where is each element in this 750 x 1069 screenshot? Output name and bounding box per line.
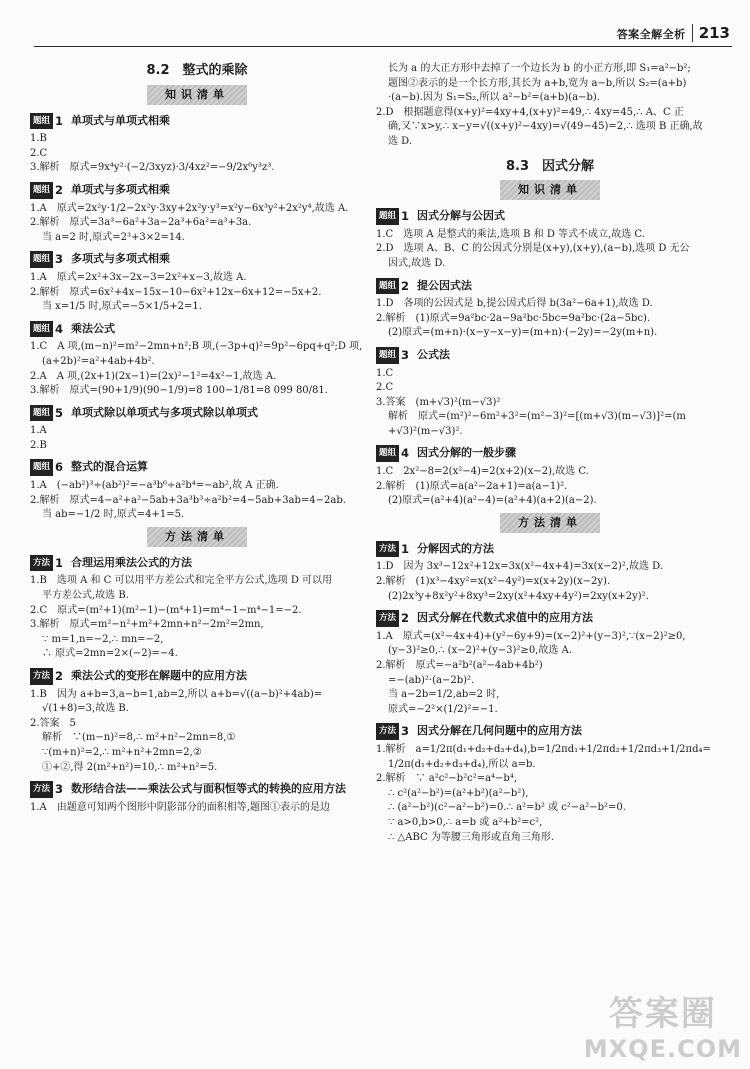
answer-line: ∴ c²(a²−b²)=(a²+b²)(a²−b²),: [388, 787, 529, 799]
group-tag-number: 5: [55, 405, 64, 420]
group-tag-label: 方法: [376, 541, 399, 558]
group-tag: [30, 251, 65, 268]
answer-line: 2.解析 (1)x³−4xy²=x(x²−4y²)=x(x+2y)(x−2y).: [376, 576, 611, 588]
group-tag-label: 方法: [376, 723, 399, 740]
group-tag: [30, 668, 65, 685]
group-tag-label: 方法: [30, 555, 53, 572]
answer-line: 1.B 选项 A 和 C 可以用平方差公式和完全平方公式,选项 D 可以用: [30, 575, 333, 587]
answer-line: =−(ab)²·(a−2b)².: [388, 674, 475, 686]
group-tag-label: 题组: [30, 182, 53, 199]
group-tag-number: 4: [55, 321, 64, 336]
answer-line: ∴ (a²−b²)(c²−a²−b²)=0.∴ a²=b² 或 c²−a²−b²=0.: [388, 802, 626, 814]
group-heading: [376, 445, 724, 462]
group-tag-label: 题组: [376, 445, 399, 462]
header-title: 答案全解全析: [616, 28, 686, 41]
group-tag-number: 2: [401, 611, 410, 626]
answer-line: 解析 ∵(m−n)²=8,∴ m²+n²−2mn=8,①: [42, 732, 236, 744]
answer-line: 2.解析 ∵ a²c²−b²c²=a⁴−b⁴,: [376, 773, 518, 785]
knowledge-banner: 知识清单: [500, 180, 600, 200]
answer-line: 1/2π(d₁+d₂+d₃+d₄),所以 a=b.: [388, 758, 536, 770]
answer-line: 确,又∵x>y,∴ x−y=√((x+y)²−4xy)=√(49−45)=2,∴ 选项 B 正确,故: [388, 121, 703, 133]
running-header: [617, 24, 730, 42]
group-title: 单项式与单项式相乘: [71, 113, 171, 127]
group-tag-label: 方法: [30, 668, 53, 685]
answer-line: 1.C: [376, 367, 394, 379]
group-tag-label: 方法: [30, 781, 53, 798]
group-tag-label: 题组: [376, 347, 399, 364]
watermark: [584, 986, 742, 1063]
group-tag-number: 4: [401, 446, 410, 461]
watermark-url: MXQE.COM: [583, 1035, 742, 1063]
method-banner: 方法清单: [147, 527, 247, 547]
answer-line: ∵ a>0,b>0,∴ a=b 或 a²+b²=c²,: [388, 816, 543, 828]
answer-line: (y−3)²≥0,∴ (x−2)²+(y−3)²≥0,故选 A.: [388, 645, 572, 657]
answer-line: 1.B: [30, 133, 47, 145]
group-tag-label: 题组: [30, 251, 53, 268]
group-heading: [30, 321, 364, 338]
answer-line: ∴ 原式=2mn=2×(−2)=−4.: [42, 648, 178, 660]
header-divider: [692, 24, 693, 42]
page-number: 213: [698, 24, 730, 42]
group-tag: [376, 445, 411, 462]
group-tag: [30, 321, 65, 338]
answer-line: 2.C: [376, 382, 394, 394]
answer-line: 2.解析 原式=−a²b²(a²−4ab+4b²): [376, 660, 543, 671]
answer-line: 题图②表示的是一个长方形,其长为 a+b,宽为 a−b,所以 S₂=(a+b): [388, 77, 687, 89]
right-knowledge-groups: [376, 208, 724, 509]
group-tag: [376, 610, 411, 627]
group-title: 因式分解与公因式: [417, 209, 506, 223]
group-tag-label: 题组: [30, 459, 53, 476]
group-title: 因式分解在几何问题中的应用方法: [417, 724, 583, 738]
group-tag-number: 1: [55, 555, 64, 570]
group-tag-number: 3: [55, 782, 64, 797]
answer-line: 当 a−2b=1/2,ab=2 时,: [388, 689, 500, 701]
answer-line: 1.A (−ab²)³÷(ab²)²=−a³b⁶÷a²b⁴=−ab²,故 A 正确.: [30, 480, 279, 492]
group-heading: [376, 347, 724, 364]
group-tag-number: 3: [401, 347, 410, 362]
answer-line: 2.D 根据题意得(x+y)²=4xy+4,(x+y)²=49,∴ 4xy=45,∴ A、C 正: [376, 106, 684, 118]
group-tag: [376, 347, 411, 364]
answer-line: 2.解析 原式=4−a²+a²−5ab+3a³b³÷a²b²=4−5ab+3ab=4−2ab.: [30, 494, 346, 506]
group-title: 乘法公式: [71, 321, 116, 335]
answer-line: 当 a=2 时,原式=2³+3×2=14.: [42, 231, 185, 243]
answer-line: 长为 a 的大正方形中去掉了一个边长为 b 的小正方形,即 S₁=a²−b²;: [388, 63, 691, 74]
answer-line: (2)2x³y+8x²y²+8xy³=2xy(x²+4xy+4y²)=2xy(x+2y)².: [388, 590, 649, 602]
answer-line: 1.A: [30, 425, 47, 437]
answer-line: (2)原式=(m+n)·(x−y−x−y)=(m+n)·(−2y)=−2y(m+n).: [388, 327, 658, 339]
group-tag: [30, 113, 65, 130]
group-heading: [30, 113, 364, 130]
group-heading: [376, 278, 724, 295]
group-tag-number: 2: [55, 182, 64, 197]
answer-line: ·(a−b).因为 S₁=S₂,所以 a²−b²=(a+b)(a−b).: [388, 92, 600, 104]
group-tag-number: 2: [55, 669, 64, 683]
group-heading: [376, 610, 724, 627]
group-title: 数形结合法——乘法公式与面积恒等式的转换的应用方法: [71, 782, 347, 796]
knowledge-banner: 知识清单: [147, 85, 247, 105]
left-method-groups: [30, 555, 364, 816]
group-heading: [376, 723, 724, 740]
answer-line: 1.A 原式=2x²y·1/2−2x²y·3xy+2x²y·y³=x²y−6x³y²+2x²y⁴,故选 A.: [30, 202, 349, 214]
answer-line: 2.B: [30, 439, 47, 451]
group-title: 单项式除以单项式与多项式除以单项式: [71, 405, 259, 419]
group-tag: [376, 208, 411, 225]
section-title-8-2: 8.2 整式的乘除: [146, 63, 248, 78]
group-tag: [30, 182, 65, 199]
answer-line: 2.解析 (1)原式=a(a²−2a+1)=a(a−1)².: [376, 480, 568, 492]
group-heading: [30, 251, 364, 268]
group-title: 分解因式的方法: [417, 541, 495, 555]
answer-line: 2.解析 原式=6x²+4x−15x−10−6x²+12x−6x+12=−5x+2.: [30, 286, 322, 298]
group-title: 乘法公式的变形在解题中的应用方法: [71, 669, 248, 682]
answer-line: ∵(m+n)²=2,∴ m²+n²+2mn=2,②: [42, 746, 202, 758]
group-tag-label: 方法: [376, 610, 399, 627]
answer-line: 1.A 由题意可知两个图形中阴影部分的面积相等,题图①表示的是边: [30, 801, 330, 813]
answer-line: 1.解析 a=1/2π(d₁+d₂+d₃+d₄),b=1/2πd₁+1/2πd₂+1/2πd₃+1/2πd₄=: [376, 743, 711, 755]
answer-line: 3.解析 原式=9x⁴y²·(−2/3xyz)·3/4xz²=−9/2x⁶y³z³.: [30, 162, 275, 174]
right-column: [376, 62, 724, 845]
group-heading: [30, 781, 364, 798]
group-title: 多项式与多项式相乘: [71, 252, 171, 266]
answer-line: 因式,故选 D.: [388, 257, 446, 269]
left-knowledge-groups: [30, 113, 364, 523]
method-banner: 方法清单: [500, 513, 600, 533]
answer-line: +√3)²(m−√3)².: [388, 425, 463, 437]
group-tag: [30, 459, 65, 476]
group-tag: [30, 405, 65, 422]
answer-line: (a+2b)²=a²+4ab+4b².: [42, 355, 155, 367]
group-heading: [30, 182, 364, 199]
group-tag: [376, 723, 411, 740]
answer-line: 1.B 因为 a+b=3,a−b=1,ab=2,所以 a+b=√((a−b)²+4ab)=: [30, 688, 323, 700]
answer-line: 2.C 原式=(m²+1)(m²−1)−(m⁴+1)=m⁴−1−m⁴−1=−2.: [30, 604, 302, 616]
answer-line: 2.解析 (1)原式=9a²bc·2a−9a²bc·5bc=9a²bc·(2a−5bc).: [376, 312, 651, 324]
answer-line: 2.答案 5: [30, 717, 76, 729]
answer-line: ∴ △ABC 为等腰三角形或直角三角形.: [388, 831, 554, 843]
group-heading: [376, 208, 724, 225]
group-title: 公式法: [417, 347, 451, 361]
group-tag-number: 6: [55, 460, 64, 475]
answer-line: 1.D 各项的公因式是 b,提公因式后得 b(3a²−6a+1),故选 D.: [376, 298, 653, 310]
group-tag: [376, 541, 411, 558]
answer-line: (2)原式=(a²+4)(a²−4)=(a²+4)(a+2)(a−2).: [388, 495, 597, 507]
group-tag-label: 题组: [376, 278, 399, 295]
answer-line: ∵ m=1,n=−2,∴ mn=−2,: [42, 633, 164, 645]
answer-line: 当 ab=−1/2 时,原式=4+1=5.: [42, 509, 185, 521]
group-tag-number: 1: [55, 113, 64, 128]
answer-line: 原式=−2²×(1/2)²=−1.: [388, 703, 498, 715]
group-heading: [30, 668, 364, 685]
group-heading: [30, 405, 364, 422]
group-tag-number: 1: [401, 209, 410, 224]
answer-line: 1.A 原式=2x²+3x−2x−3=2x²+x−3,故选 A.: [30, 271, 247, 283]
answer-line: 1.C 2x²−8=2(x²−4)=2(x+2)(x−2),故选 C.: [376, 466, 589, 478]
group-tag-number: 3: [401, 724, 410, 739]
continued-answers: [376, 62, 724, 150]
answer-line: 1.A 原式=(x²−4x+4)+(y²−6y+9)=(x−2)²+(y−3)²,∵(x−2)²≥0,: [376, 630, 686, 642]
group-tag-label: 题组: [376, 208, 399, 225]
watermark-brand: 答案圈: [608, 994, 717, 1034]
group-tag: [30, 555, 65, 572]
group-tag-label: 题组: [30, 321, 53, 338]
answer-line: ①+②,得 2(m²+n²)=10,∴ m²+n²=5.: [42, 761, 218, 773]
answer-line: 2.C: [30, 147, 48, 159]
answer-line: 3.解析 原式=(90+1/9)(90−1/9)=8 100−1/81=8 099 80/81.: [30, 385, 328, 397]
answer-line: 1.C A 项,(m−n)²=m²−2mn+n²;B 项,(−3p+q)²=9p²−6pq+q²;D 项,: [30, 341, 363, 353]
answer-line: 2.解析 原式=3a³−6a²+3a−2a³+6a²=a³+3a.: [30, 217, 252, 229]
answer-line: 当 x=1/5 时,原式=−5×1/5+2=1.: [42, 301, 202, 313]
answer-line: √(1+8)=3,故选 B.: [42, 703, 129, 715]
group-tag-label: 题组: [30, 405, 53, 422]
group-heading: [30, 555, 364, 572]
group-tag-number: 1: [401, 541, 410, 556]
answer-line: 平方差公式,故选 B.: [42, 590, 129, 602]
group-title: 整式的混合运算: [71, 460, 149, 474]
group-heading: [376, 541, 724, 558]
header-rule: [34, 46, 732, 47]
answer-line: 1.D 因为 3x³−12x²+12x=3x(x²−4x+4)=3x(x−2)²,故选 D.: [376, 561, 663, 573]
section-title-8-3: 8.3 因式分解: [505, 158, 595, 174]
answer-line: 选 D.: [388, 135, 413, 147]
answer-line: 2.A A 项,(2x+1)(2x−1)=(2x)²−1²=4x²−1,故选 A.: [30, 370, 277, 382]
answer-line: 解析 原式=(m²)²−6m²+3²=(m²−3)²=[(m+√3)(m−√3)]²=(m: [388, 411, 686, 423]
group-tag-number: 2: [401, 278, 410, 293]
answer-line: 2.D 选项 A、B、C 的公因式分别是(x+y),(x+y),(a−b),选项 D 无公: [376, 243, 690, 255]
group-tag: [376, 278, 411, 295]
group-title: 因式分解在代数式求值中的应用方法: [417, 611, 594, 625]
group-title: 合理运用乘法公式的方法: [71, 555, 193, 569]
group-tag-label: 题组: [30, 113, 53, 130]
answer-line: 3.答案 (m+√3)²(m−√3)²: [376, 396, 501, 408]
answer-line: 1.C 选项 A 是整式的乘法,选项 B 和 D 等式不成立,故选 C.: [376, 228, 645, 240]
group-title: 因式分解的一般步骤: [417, 446, 517, 460]
group-title: 提公因式法: [417, 278, 473, 292]
group-tag-number: 3: [55, 252, 64, 267]
left-column: [30, 62, 364, 815]
right-method-groups: [376, 541, 724, 845]
answer-line: 3.解析 原式=m²−n²+m²+2mn+n²−2m²=2mn,: [30, 619, 264, 631]
group-heading: [30, 459, 364, 476]
group-tag: [30, 781, 65, 798]
group-title: 单项式与多项式相乘: [71, 182, 171, 196]
